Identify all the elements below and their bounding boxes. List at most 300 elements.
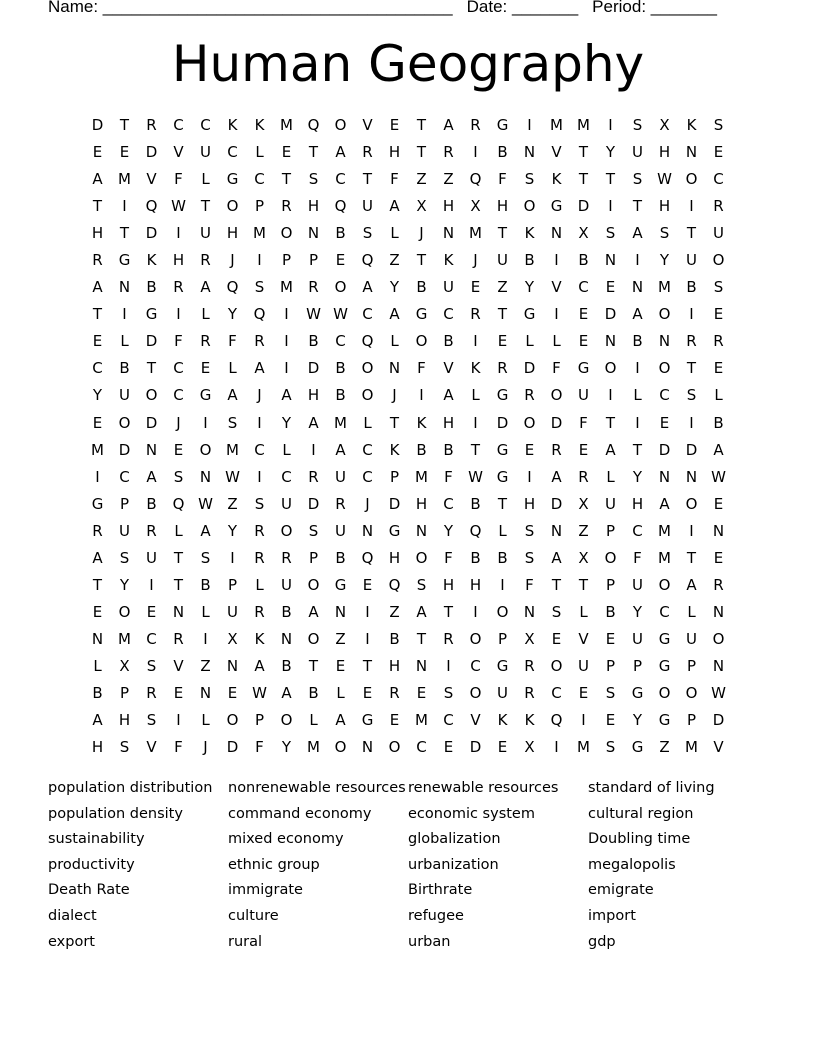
grid-letter: G (496, 386, 509, 405)
grid-letter: A (308, 413, 319, 432)
grid-letter: I (284, 305, 289, 324)
grid-letter: N (523, 602, 536, 621)
grid-letter: L (201, 305, 210, 324)
grid-letter: V (551, 143, 562, 162)
grid-letter: W (711, 467, 726, 486)
grid-letter: O (658, 305, 671, 324)
grid-letter: A (92, 278, 103, 297)
grid-letter: X (119, 656, 130, 675)
grid-letter: E (92, 332, 103, 351)
grid-letter: O (280, 711, 293, 730)
grid-letter: C (443, 711, 454, 730)
grid-letter: N (712, 602, 725, 621)
grid-letter: O (604, 548, 617, 567)
grid-letter: S (200, 548, 211, 567)
grid-letter: S (713, 116, 724, 134)
grid-letter: E (281, 143, 292, 162)
grid-letter: Y (659, 251, 670, 270)
grid-letter: E (713, 359, 724, 378)
grid-letter: B (200, 575, 211, 594)
grid-letter: O (307, 575, 320, 594)
grid-letter: G (577, 359, 590, 378)
grid-letter: I (473, 413, 478, 432)
grid-letter: G (226, 170, 239, 189)
grid-letter: B (416, 278, 427, 297)
grid-letter: X (416, 197, 427, 216)
grid-letter: B (443, 440, 454, 459)
grid-letter: W (468, 467, 483, 486)
grid-letter: O (334, 278, 347, 297)
grid-letter: A (713, 440, 724, 459)
grid-letter: B (605, 602, 616, 621)
grid-letter: S (119, 548, 130, 567)
grid-letter: E (362, 575, 373, 594)
grid-letter: O (334, 116, 347, 134)
grid-letter: U (443, 278, 454, 297)
grid-letter: R (200, 332, 211, 351)
grid-letter: S (362, 224, 373, 243)
grid-letter: H (658, 197, 671, 216)
word-bank-item: nonrenewable resources (228, 780, 406, 796)
grid-letter: A (92, 548, 103, 567)
grid-letter: M (280, 278, 293, 297)
grid-letter: N (631, 278, 644, 297)
grid-letter: C (578, 278, 589, 297)
grid-letter: F (228, 332, 237, 351)
grid-letter: B (470, 494, 481, 513)
grid-letter: P (227, 575, 238, 594)
grid-letter: P (389, 467, 400, 486)
grid-letter: U (281, 494, 292, 513)
grid-letter: Q (226, 278, 239, 297)
grid-letter: B (713, 413, 724, 432)
grid-letter: B (308, 332, 319, 351)
grid-letter: K (470, 359, 481, 378)
grid-letter: O (226, 197, 239, 216)
letter-grid (84, 114, 732, 763)
grid-letter: Y (605, 143, 616, 162)
grid-letter: E (578, 332, 589, 351)
grid-letter: L (201, 711, 210, 730)
grid-letter: E (227, 683, 238, 702)
grid-letter: B (335, 386, 346, 405)
grid-letter: Q (469, 170, 482, 189)
word-bank-item: cultural region (588, 805, 694, 822)
grid-letter: S (227, 413, 238, 432)
grid-letter: V (146, 170, 157, 189)
grid-letter: V (578, 629, 589, 648)
grid-letter: N (604, 251, 617, 270)
grid-letter: B (92, 683, 103, 702)
grid-letter: B (281, 656, 292, 675)
grid-letter: K (524, 224, 535, 243)
word-bank-item: export (48, 933, 95, 950)
grid-letter: P (308, 548, 319, 567)
grid-letter: N (91, 629, 104, 648)
grid-letter: V (443, 359, 454, 378)
grid-letter: A (443, 116, 454, 134)
grid-letter: W (657, 170, 672, 189)
grid-letter: S (524, 521, 535, 540)
grid-letter: S (308, 521, 319, 540)
grid-letter: J (230, 251, 235, 270)
grid-letter: B (524, 251, 535, 270)
grid-letter: E (713, 494, 724, 513)
grid-letter: Y (524, 278, 535, 297)
grid-letter: R (524, 386, 535, 405)
grid-letter: L (336, 683, 345, 702)
grid-letter: C (659, 386, 670, 405)
grid-letter: C (443, 305, 454, 324)
grid-letter: L (120, 332, 129, 351)
grid-letter: T (686, 224, 697, 243)
grid-letter: Q (361, 332, 374, 351)
grid-letter: I (473, 332, 478, 351)
grid-letter: N (118, 278, 131, 297)
name-field-label: Name: _____________________________________ (48, 0, 453, 16)
grid-letter: R (443, 143, 454, 162)
grid-letter: B (389, 629, 400, 648)
grid-letter: Y (119, 575, 130, 594)
grid-letter: C (281, 467, 292, 486)
grid-letter: Z (227, 494, 238, 513)
grid-letter: H (307, 197, 320, 216)
grid-letter: F (174, 332, 183, 351)
grid-letter: S (686, 386, 697, 405)
grid-letter: T (686, 359, 697, 378)
grid-letter: O (712, 629, 725, 648)
grid-letter: M (334, 413, 347, 432)
grid-letter: F (417, 359, 426, 378)
word-bank (48, 776, 768, 955)
grid-letter: T (119, 224, 130, 243)
word-bank-item: gdp (588, 933, 616, 950)
grid-letter: T (578, 170, 589, 189)
grid-letter: L (255, 575, 264, 594)
grid-letter: L (525, 332, 534, 351)
grid-letter: X (227, 629, 238, 648)
grid-letter: E (578, 305, 589, 324)
grid-letter: U (497, 683, 508, 702)
grid-letter: O (658, 683, 671, 702)
grid-letter: H (442, 413, 455, 432)
grid-letter: O (388, 738, 401, 757)
grid-letter: C (227, 143, 238, 162)
grid-letter: A (308, 602, 319, 621)
grid-letter: M (253, 224, 266, 243)
grid-letter: I (365, 602, 370, 621)
grid-letter: G (631, 738, 644, 757)
grid-letter: R (281, 197, 292, 216)
grid-letter: D (523, 359, 536, 378)
grid-letter: H (496, 197, 509, 216)
grid-letter: E (173, 683, 184, 702)
grid-letter: U (335, 521, 346, 540)
grid-letter: T (470, 440, 481, 459)
grid-letter: J (365, 494, 370, 513)
grid-letter: N (388, 359, 401, 378)
grid-letter: T (497, 494, 508, 513)
grid-letter: G (199, 386, 212, 405)
grid-letter: B (335, 548, 346, 567)
grid-letter: E (443, 738, 454, 757)
grid-letter: I (95, 467, 100, 486)
grid-letter: O (415, 332, 428, 351)
grid-letter: X (524, 738, 535, 757)
grid-letter: A (686, 575, 697, 594)
grid-letter: M (469, 224, 482, 243)
grid-letter: H (388, 548, 401, 567)
word-bank-item: command economy (228, 805, 372, 822)
grid-letter: O (280, 224, 293, 243)
grid-letter: H (658, 143, 671, 162)
grid-letter: B (578, 251, 589, 270)
grid-letter: V (551, 278, 562, 297)
grid-letter: K (524, 711, 535, 730)
grid-letter: E (497, 738, 508, 757)
grid-letter: G (658, 629, 671, 648)
grid-letter: E (578, 440, 589, 459)
grid-letter: G (91, 494, 104, 513)
grid-letter: N (145, 440, 158, 459)
grid-letter: E (146, 602, 157, 621)
grid-letter: O (469, 629, 482, 648)
grid-letter: U (632, 629, 643, 648)
grid-letter: P (605, 575, 616, 594)
grid-letter: E (362, 683, 373, 702)
grid-letter: S (308, 170, 319, 189)
grid-letter: S (173, 467, 184, 486)
grid-letter: S (146, 711, 157, 730)
grid-letter: T (416, 251, 427, 270)
grid-letter: W (306, 305, 321, 324)
grid-letter: F (498, 170, 507, 189)
grid-letter: I (473, 143, 478, 162)
grid-letter: A (389, 305, 400, 324)
grid-letter: G (631, 683, 644, 702)
grid-letter: A (443, 386, 454, 405)
grid-letter: E (389, 116, 400, 134)
grid-letter: R (713, 197, 724, 216)
grid-letter: Q (172, 494, 185, 513)
grid-letter: D (91, 116, 104, 134)
grid-letter: R (551, 440, 562, 459)
grid-letter: E (200, 359, 211, 378)
grid-letter: O (550, 656, 563, 675)
grid-letter: L (309, 711, 318, 730)
grid-letter: I (581, 711, 586, 730)
grid-letter: H (442, 575, 455, 594)
grid-letter: L (714, 386, 723, 405)
grid-letter: A (200, 278, 211, 297)
grid-letter: T (632, 197, 643, 216)
grid-letter: B (146, 278, 157, 297)
grid-letter: I (419, 386, 424, 405)
grid-letter: B (443, 332, 454, 351)
grid-letter: F (444, 548, 453, 567)
grid-letter: I (689, 413, 694, 432)
grid-letter: L (363, 413, 372, 432)
grid-letter: Q (145, 197, 158, 216)
grid-letter: S (551, 602, 562, 621)
word-bank-item: productivity (48, 856, 135, 873)
grid-letter: Y (227, 521, 238, 540)
grid-letter: O (685, 494, 698, 513)
grid-letter: C (92, 359, 103, 378)
grid-letter: M (658, 278, 671, 297)
grid-letter: C (551, 683, 562, 702)
grid-letter: O (280, 521, 293, 540)
grid-letter: G (550, 197, 563, 216)
grid-letter: R (524, 656, 535, 675)
grid-letter: R (254, 521, 265, 540)
grid-letter: R (389, 683, 400, 702)
grid-letter: A (254, 359, 265, 378)
grid-letter: R (173, 278, 184, 297)
grid-letter: A (92, 170, 103, 189)
grid-letter: Y (281, 738, 292, 757)
grid-letter: S (632, 116, 643, 134)
grid-letter: R (254, 602, 265, 621)
grid-letter: D (145, 332, 158, 351)
grid-letter: O (550, 386, 563, 405)
grid-letter: P (308, 251, 319, 270)
word-bank-item: mixed economy (228, 831, 344, 848)
grid-letter: W (225, 467, 240, 486)
grid-letter: F (174, 738, 183, 757)
grid-letter: I (176, 711, 181, 730)
grid-letter: B (497, 548, 508, 567)
grid-letter: R (308, 467, 319, 486)
grid-letter: C (254, 170, 265, 189)
grid-letter: D (496, 413, 509, 432)
grid-letter: N (523, 143, 536, 162)
grid-letter: R (92, 251, 103, 270)
grid-letter: B (686, 278, 697, 297)
grid-letter: Z (497, 278, 508, 297)
grid-letter: N (658, 332, 671, 351)
grid-letter: C (362, 467, 373, 486)
grid-letter: C (146, 629, 157, 648)
grid-letter: G (118, 251, 131, 270)
grid-letter: S (632, 170, 643, 189)
grid-letter: D (145, 143, 158, 162)
grid-letter: K (551, 170, 562, 189)
grid-letter: Z (659, 738, 670, 757)
grid-letter: C (470, 656, 481, 675)
grid-letter: P (119, 494, 130, 513)
grid-letter: A (335, 440, 346, 459)
grid-letter: E (389, 711, 400, 730)
grid-letter: U (632, 575, 643, 594)
grid-letter: G (496, 467, 509, 486)
grid-letter: U (200, 224, 211, 243)
word-bank-item: dialect (48, 907, 97, 924)
grid-letter: L (687, 602, 696, 621)
grid-letter: D (307, 494, 320, 513)
grid-letter: Z (443, 170, 454, 189)
grid-letter: Y (443, 521, 454, 540)
grid-letter: I (230, 548, 235, 567)
grid-letter: L (390, 332, 399, 351)
grid-letter: T (497, 224, 508, 243)
grid-letter: U (146, 548, 157, 567)
grid-letter: K (227, 116, 238, 134)
grid-letter: U (605, 494, 616, 513)
grid-letter: Z (389, 602, 400, 621)
grid-letter: H (388, 143, 401, 162)
word-bank-item: culture (228, 907, 279, 924)
grid-letter: A (281, 386, 292, 405)
grid-letter: S (524, 548, 535, 567)
page-title: Human Geography (171, 35, 645, 93)
grid-letter: D (550, 494, 563, 513)
grid-letter: Z (200, 656, 211, 675)
grid-letter: N (361, 521, 374, 540)
grid-letter: O (685, 683, 698, 702)
grid-letter: O (496, 602, 509, 621)
word-bank-item: Death Rate (48, 882, 130, 899)
grid-letter: M (307, 738, 320, 757)
grid-letter: P (254, 711, 265, 730)
grid-letter: I (203, 629, 208, 648)
grid-letter: Z (416, 170, 427, 189)
grid-letter: B (497, 143, 508, 162)
grid-letter: R (443, 629, 454, 648)
grid-letter: Q (307, 116, 320, 134)
grid-letter: O (307, 629, 320, 648)
grid-letter: I (554, 251, 559, 270)
grid-letter: P (119, 683, 130, 702)
grid-letter: D (145, 413, 158, 432)
grid-letter: M (226, 440, 239, 459)
grid-letter: U (119, 386, 130, 405)
grid-letter: A (200, 521, 211, 540)
grid-letter: I (527, 116, 532, 134)
grid-letter: Y (632, 602, 643, 621)
grid-letter: U (578, 656, 589, 675)
grid-letter: G (334, 575, 347, 594)
grid-letter: R (173, 629, 184, 648)
grid-letter: A (632, 305, 643, 324)
grid-letter: H (631, 494, 644, 513)
grid-letter: U (200, 143, 211, 162)
grid-letter: Y (227, 305, 238, 324)
grid-letter: H (523, 494, 536, 513)
grid-letter: D (307, 359, 320, 378)
grid-letter: Z (389, 251, 400, 270)
grid-letter: G (361, 711, 374, 730)
grid-letter: N (604, 332, 617, 351)
grid-letter: O (685, 170, 698, 189)
grid-letter: S (416, 575, 427, 594)
grid-letter: T (200, 197, 211, 216)
grid-letter: B (119, 359, 130, 378)
grid-letter: D (550, 413, 563, 432)
grid-letter: A (335, 143, 346, 162)
word-bank-item: refugee (408, 907, 464, 924)
grid-letter: M (118, 629, 131, 648)
grid-letter: V (470, 711, 481, 730)
word-bank-item: population distribution (48, 780, 213, 796)
grid-letter: H (388, 656, 401, 675)
grid-letter: K (254, 629, 265, 648)
grid-letter: L (633, 386, 642, 405)
grid-letter: J (257, 386, 262, 405)
grid-letter: S (119, 738, 130, 757)
period-field-label: Period: _______ (592, 0, 717, 16)
grid-letter: O (361, 386, 374, 405)
